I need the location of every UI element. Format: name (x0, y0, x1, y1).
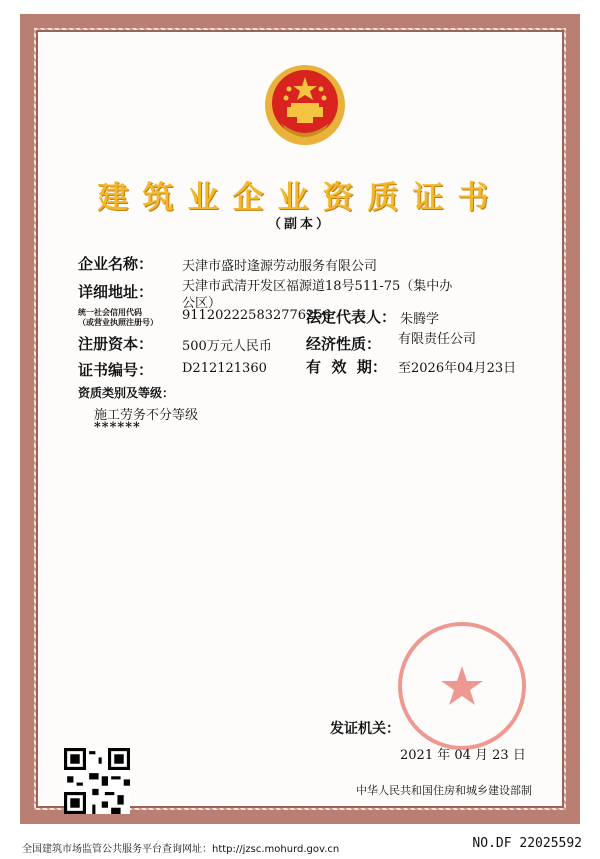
national-emblem-icon (263, 63, 347, 147)
issuer-label: 发证机关： (330, 721, 400, 737)
credit-code-label-line1: 统一社会信用代码 (78, 308, 142, 317)
capital-value: 500万元人民币 (182, 339, 272, 354)
cert-number-label: 证书编号： (78, 361, 154, 379)
certificate-title: 建筑业企业资质证书 (97, 180, 503, 216)
cert-number-value: D212121360 (182, 361, 267, 376)
economic-nature-value: 有限责任公司 (398, 332, 477, 347)
qr-code-icon (64, 748, 130, 814)
address-value-line1: 天津市武清开发区福源道18号511-75（集中办 (182, 279, 453, 294)
qualification-label: 资质类别及等级： (78, 386, 175, 400)
economic-nature-label: 经济性质： (306, 335, 382, 353)
credit-code-label-line2: （或营业执照注册号） (78, 318, 158, 327)
serial-number: NO.DF 22025592 (472, 836, 582, 851)
company-name-label: 企业名称： (78, 255, 154, 273)
qualification-mask: ****** (94, 420, 141, 435)
address-label: 详细地址： (78, 283, 154, 301)
validity-value: 至2026年04月23日 (398, 361, 517, 376)
legal-rep-value: 朱腾学 (400, 312, 440, 327)
ministry-label: 中华人民共和国住房和城乡建设部制 (356, 784, 532, 797)
official-seal-icon (396, 620, 528, 752)
legal-rep-label: 法定代表人： (306, 308, 397, 326)
qualification-value: 施工劳务不分等级 (94, 408, 199, 423)
issue-date: 2021 年 04 月 23 日 (400, 748, 526, 763)
capital-label: 注册资本： (78, 335, 154, 353)
validity-label: 有 效 期： (306, 358, 387, 376)
query-url-footer: 全国建筑市场监管公共服务平台查询网址：http://jzsc.mohurd.gov.cn (22, 844, 340, 855)
credit-code-value: 911202225832776256 (182, 308, 331, 323)
copy-subtitle: （副本） (267, 217, 332, 232)
address-value-line2: 公区） (182, 296, 222, 311)
company-name-value: 天津市盛时逢源劳动服务有限公司 (182, 259, 378, 274)
